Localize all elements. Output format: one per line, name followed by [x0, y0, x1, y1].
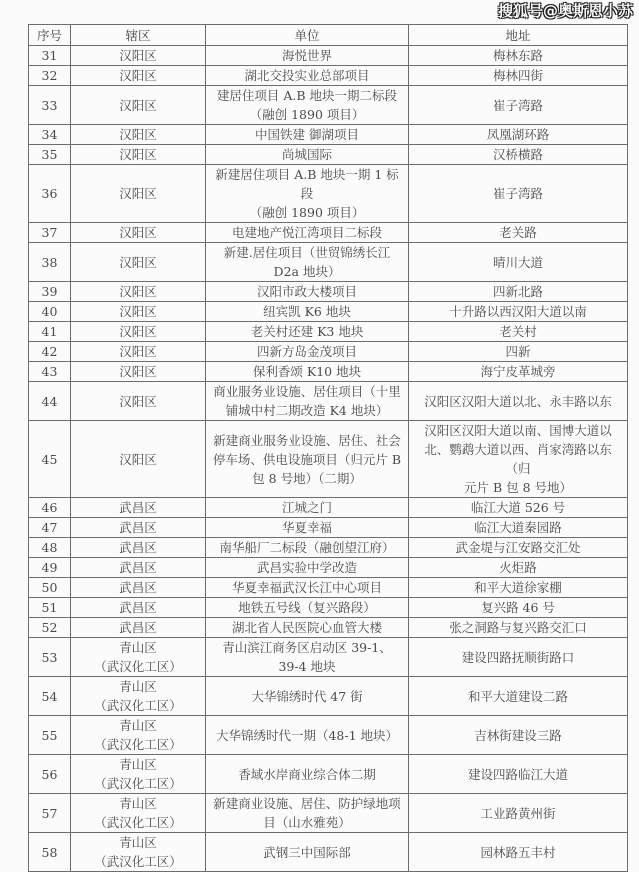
- district-cell: 汉阳区: [71, 302, 206, 322]
- unit-cell: 武钢三中国际部: [206, 833, 409, 872]
- address-cell: 十升路以西汉阳大道以南: [409, 302, 628, 322]
- unit-cell: 大华锦绣时代一期（48-1 地块）: [206, 716, 409, 755]
- table-row: [29, 125, 628, 145]
- table-body: [29, 46, 628, 872]
- address-cell: 建设四路抚顺街路口: [409, 638, 628, 677]
- unit-cell: 中国铁建 御湖项目: [206, 125, 409, 145]
- row-number: 31: [29, 46, 71, 66]
- unit-cell: 新建.居住项目（世贸锦绣长江 D2a 地块）: [206, 243, 409, 282]
- district-cell: 汉阳区: [71, 421, 206, 498]
- row-number: 58: [29, 833, 71, 872]
- district-cell: 青山区 （武汉化工区）: [71, 755, 206, 794]
- unit-cell: 四新方岛金茂项目: [206, 342, 409, 362]
- address-cell: 复兴路 46 号: [409, 598, 628, 618]
- table-row: [29, 382, 628, 421]
- row-number: 38: [29, 243, 71, 282]
- address-cell: 海宁皮革城旁: [409, 362, 628, 382]
- address-cell: 凤凰湖环路: [409, 125, 628, 145]
- unit-cell: 保利香颂 K10 地块: [206, 362, 409, 382]
- table-row: [29, 223, 628, 243]
- table-row: [29, 677, 628, 716]
- address-cell: 崔子湾路: [409, 165, 628, 223]
- district-cell: 汉阳区: [71, 282, 206, 302]
- address-cell: 梅林四街: [409, 66, 628, 86]
- address-cell: 汉阳区汉阳大道以北、永丰路以东: [409, 382, 628, 421]
- row-number: 45: [29, 421, 71, 498]
- unit-cell: 老关村还建 K3 地块: [206, 322, 409, 342]
- table-row: [29, 578, 628, 598]
- row-number: 48: [29, 538, 71, 558]
- address-cell: 汉桥横路: [409, 145, 628, 165]
- row-number: 49: [29, 558, 71, 578]
- address-cell: 晴川大道: [409, 243, 628, 282]
- table-row: [29, 302, 628, 322]
- district-cell: 汉阳区: [71, 322, 206, 342]
- unit-cell: 湖北省人民医院心血管大楼: [206, 618, 409, 638]
- table-row: [29, 833, 628, 872]
- row-number: 56: [29, 755, 71, 794]
- district-cell: 汉阳区: [71, 145, 206, 165]
- header-address: 地址: [409, 25, 628, 46]
- header-unit: 单位: [206, 25, 409, 46]
- row-number: 46: [29, 498, 71, 518]
- district-cell: 汉阳区: [71, 382, 206, 421]
- unit-cell: 汉阳市政大楼项目: [206, 282, 409, 302]
- row-number: 32: [29, 66, 71, 86]
- table-row: [29, 165, 628, 223]
- row-number: 34: [29, 125, 71, 145]
- address-cell: 和平大道徐家棚: [409, 578, 628, 598]
- unit-cell: 电建地产悦江湾项目二标段: [206, 223, 409, 243]
- row-number: 51: [29, 598, 71, 618]
- table-row: [29, 342, 628, 362]
- table-row: [29, 716, 628, 755]
- address-cell: 老关路: [409, 223, 628, 243]
- address-cell: 四新北路: [409, 282, 628, 302]
- address-cell: 梅林东路: [409, 46, 628, 66]
- address-cell: 园林路五丰村: [409, 833, 628, 872]
- unit-cell: 华夏幸福: [206, 518, 409, 538]
- unit-cell: 新建商业设施、居住、防护绿地项 目（山水雅苑）: [206, 794, 409, 833]
- address-cell: 汉阳区汉阳大道以南、国博大道以 北、鹦鹉大道以西、肖家湾路以东（归 元片 B 包 8 号地）: [409, 421, 628, 498]
- table-row: [29, 362, 628, 382]
- address-cell: 张之洞路与复兴路交汇口: [409, 618, 628, 638]
- address-cell: 武金堤与江安路交汇处: [409, 538, 628, 558]
- row-number: 35: [29, 145, 71, 165]
- unit-cell: 华夏幸福武汉长江中心项目: [206, 578, 409, 598]
- address-cell: 崔子湾路: [409, 86, 628, 125]
- row-number: 44: [29, 382, 71, 421]
- district-cell: 汉阳区: [71, 46, 206, 66]
- unit-cell: 纽宾凯 K6 地块: [206, 302, 409, 322]
- row-number: 55: [29, 716, 71, 755]
- watermark: 搜狐号@奥斯恩小苏: [497, 2, 633, 20]
- district-cell: 武昌区: [71, 498, 206, 518]
- unit-cell: 大华锦绣时代 47 街: [206, 677, 409, 716]
- header-district: 辖区: [71, 25, 206, 46]
- district-cell: 青山区 （武汉化工区）: [71, 677, 206, 716]
- district-cell: 武昌区: [71, 558, 206, 578]
- unit-cell: 地铁五号线（复兴路段）: [206, 598, 409, 618]
- table-row: [29, 794, 628, 833]
- unit-cell: 青山滨江商务区启动区 39-1、 39-4 地块: [206, 638, 409, 677]
- address-cell: 临江大道 526 号: [409, 498, 628, 518]
- project-table: [28, 24, 628, 872]
- table-row: [29, 538, 628, 558]
- table-row: [29, 598, 628, 618]
- unit-cell: 海悦世界: [206, 46, 409, 66]
- row-number: 36: [29, 165, 71, 223]
- district-cell: 汉阳区: [71, 66, 206, 86]
- district-cell: 汉阳区: [71, 243, 206, 282]
- unit-cell: 新建商业服务业设施、居住、社会 停车场、供电设施项目（归元片 B 包 8 号地）（二期）: [206, 421, 409, 498]
- district-cell: 武昌区: [71, 598, 206, 618]
- row-number: 41: [29, 322, 71, 342]
- district-cell: 青山区 （武汉化工区）: [71, 794, 206, 833]
- table-row: [29, 498, 628, 518]
- table-row: [29, 518, 628, 538]
- district-cell: 汉阳区: [71, 125, 206, 145]
- table-row: [29, 66, 628, 86]
- row-number: 33: [29, 86, 71, 125]
- unit-cell: 香域水岸商业综合体二期: [206, 755, 409, 794]
- table-row: [29, 638, 628, 677]
- table-row: [29, 755, 628, 794]
- table-row: [29, 145, 628, 165]
- unit-cell: 南华船厂二标段（融创望江府）: [206, 538, 409, 558]
- table-row: [29, 322, 628, 342]
- row-number: 43: [29, 362, 71, 382]
- district-cell: 汉阳区: [71, 362, 206, 382]
- table-row: [29, 421, 628, 498]
- address-cell: 老关村: [409, 322, 628, 342]
- header-no: 序号: [29, 25, 71, 46]
- row-number: 54: [29, 677, 71, 716]
- row-number: 53: [29, 638, 71, 677]
- row-number: 37: [29, 223, 71, 243]
- row-number: 57: [29, 794, 71, 833]
- district-cell: 青山区 （武汉化工区）: [71, 716, 206, 755]
- row-number: 42: [29, 342, 71, 362]
- table-row: [29, 243, 628, 282]
- address-cell: 吉林街建设三路: [409, 716, 628, 755]
- district-cell: 武昌区: [71, 538, 206, 558]
- row-number: 47: [29, 518, 71, 538]
- district-cell: 汉阳区: [71, 165, 206, 223]
- district-cell: 汉阳区: [71, 86, 206, 125]
- district-cell: 汉阳区: [71, 342, 206, 362]
- district-cell: 武昌区: [71, 518, 206, 538]
- table-row: [29, 282, 628, 302]
- table-row: [29, 46, 628, 66]
- row-number: 39: [29, 282, 71, 302]
- address-cell: 临江大道秦园路: [409, 518, 628, 538]
- unit-cell: 尚城国际: [206, 145, 409, 165]
- address-cell: 四新: [409, 342, 628, 362]
- unit-cell: 新建居住项目 A.B 地块一期 1 标段 （融创 1890 项目）: [206, 165, 409, 223]
- unit-cell: 湖北交投实业总部项目: [206, 66, 409, 86]
- address-cell: 建设四路临江大道: [409, 755, 628, 794]
- address-cell: 火炬路: [409, 558, 628, 578]
- unit-cell: 武昌实验中学改造: [206, 558, 409, 578]
- table-row: [29, 558, 628, 578]
- district-cell: 汉阳区: [71, 223, 206, 243]
- unit-cell: 江城之门: [206, 498, 409, 518]
- row-number: 40: [29, 302, 71, 322]
- unit-cell: 建居住项目 A.B 地块一期二标段 （融创 1890 项目）: [206, 86, 409, 125]
- row-number: 52: [29, 618, 71, 638]
- table-row: [29, 86, 628, 125]
- table-header-row: [29, 25, 628, 46]
- district-cell: 武昌区: [71, 618, 206, 638]
- address-cell: 工业路黄州街: [409, 794, 628, 833]
- district-cell: 青山区 （武汉化工区）: [71, 833, 206, 872]
- address-cell: 和平大道建设二路: [409, 677, 628, 716]
- district-cell: 青山区 （武汉化工区）: [71, 638, 206, 677]
- table-row: [29, 618, 628, 638]
- district-cell: 武昌区: [71, 578, 206, 598]
- unit-cell: 商业服务业设施、居住项目（十里 铺城中村二期改造 K4 地块）: [206, 382, 409, 421]
- row-number: 50: [29, 578, 71, 598]
